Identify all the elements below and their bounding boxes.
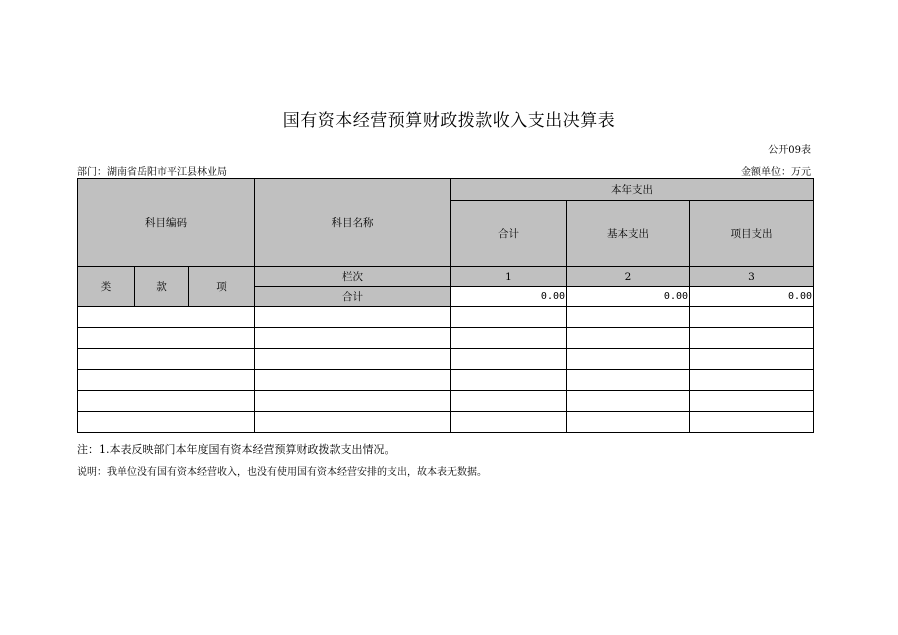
total-value-project: 0.00 bbox=[690, 287, 814, 307]
note-2: 说明：我单位没有国有资本经营收入，也没有使用国有资本经营安排的支出，故本表无数据。 bbox=[77, 467, 487, 478]
final-accounts-table bbox=[77, 178, 814, 433]
header-subject-code: 科目编码 bbox=[78, 179, 255, 267]
total-row-label: 合计 bbox=[255, 287, 451, 307]
header-basic-expense: 基本支出 bbox=[567, 201, 690, 267]
total-value-total: 0.00 bbox=[451, 287, 567, 307]
table-row bbox=[78, 370, 814, 391]
table-row bbox=[78, 391, 814, 412]
header-subject-name: 科目名称 bbox=[255, 179, 451, 267]
table-row bbox=[78, 328, 814, 349]
note-1: 注：1.本表反映部门本年度国有资本经营预算财政拨款支出情况。 bbox=[77, 443, 396, 456]
total-value-basic: 0.00 bbox=[567, 287, 690, 307]
header-total: 合计 bbox=[451, 201, 567, 267]
column-index-label: 栏次 bbox=[255, 267, 451, 287]
table-row bbox=[78, 307, 814, 328]
header-category: 类 bbox=[78, 267, 135, 307]
form-number: 公开09表 bbox=[768, 145, 811, 156]
department-label: 部门：湖南省岳阳市平江县林业局 bbox=[77, 167, 227, 178]
table-row bbox=[78, 412, 814, 433]
header-section: 款 bbox=[135, 267, 189, 307]
header-project-expense: 项目支出 bbox=[690, 201, 814, 267]
header-item: 项 bbox=[189, 267, 255, 307]
header-current-year-expense: 本年支出 bbox=[451, 179, 814, 201]
column-index-2: 2 bbox=[567, 267, 690, 287]
page-title: 国有资本经营预算财政拨款收入支出决算表 bbox=[282, 111, 616, 131]
table-row bbox=[78, 349, 814, 370]
column-index-3: 3 bbox=[690, 267, 814, 287]
column-index-1: 1 bbox=[451, 267, 567, 287]
amount-unit-label: 金额单位：万元 bbox=[741, 167, 811, 178]
